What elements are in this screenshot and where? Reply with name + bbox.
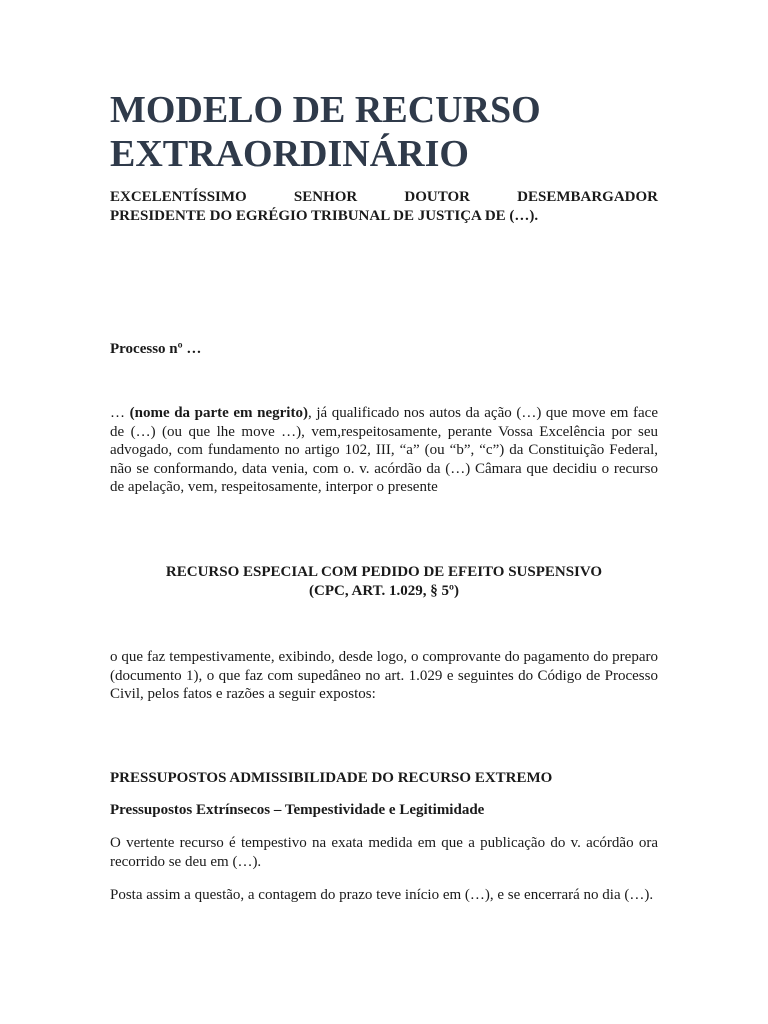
appeal-title-line-1: RECURSO ESPECIAL COM PEDIDO DE EFEITO SUSPENSIVO — [165, 564, 603, 580]
document-title-line-2: EXTRAORDINÁRIO — [110, 133, 469, 175]
document-title-line-1: MODELO DE RECURSO — [110, 89, 541, 131]
appeal-title-line-2: (CPC, ART. 1.029, § 5º) — [309, 582, 459, 599]
addressee-line-2: PRESIDENTE DO EGRÉGIO TRIBUNAL DE JUSTIÇA DE (…). — [110, 207, 539, 224]
addressee-line-1: EXCELENTÍSSIMO SENHOR DOUTOR DESEMBARGADOR — [110, 189, 658, 205]
party-name-placeholder: (nome da parte em negrito) — [129, 405, 308, 421]
admissibility-heading: PRESSUPOSTOS ADMISSIBILIDADE DO RECURSO EXTREMO — [110, 770, 553, 786]
tempestivity-paragraph: O vertente recurso é tempestivo na exata medida em que a publicação do v. acórdão ora recorrido se deu em (…). — [110, 835, 658, 870]
process-number: Processo nº … — [110, 341, 202, 357]
preparo-paragraph: o que faz tempestivamente, exibindo, desde logo, o comprovante do pagamento do preparo (documento 1), o que faz com supedâneo no art. 1.029 e seguintes do Código de Processo Civil, pelos fatos e razões a seguir expostos: — [110, 649, 658, 702]
appeal-title — [110, 563, 658, 600]
intro-prefix: … — [110, 405, 130, 421]
document-title — [110, 88, 670, 176]
intro-paragraph — [110, 404, 658, 497]
intro-text: , já qualificado nos autos da ação (…) que move em face de (…) (ou que lhe move …), vem,respeitosamente, perante Vossa Excelência por seu advogado, com fundamento no artigo 102, III, “a” (ou “b”, “c”) da Constituição Federal, não se conformando, data venia, com o. v. acórdão da (…) Câmara que decidiu o recurso de apelação, vem, respeitosamente, interpor o presente — [110, 405, 658, 495]
addressee — [110, 188, 658, 225]
deadline-paragraph: Posta assim a questão, a contagem do prazo teve início em (…), e se encerrará no dia (…). — [110, 887, 654, 903]
extrinsic-subheading: Pressupostos Extrínsecos – Tempestividade e Legitimidade — [110, 802, 485, 818]
